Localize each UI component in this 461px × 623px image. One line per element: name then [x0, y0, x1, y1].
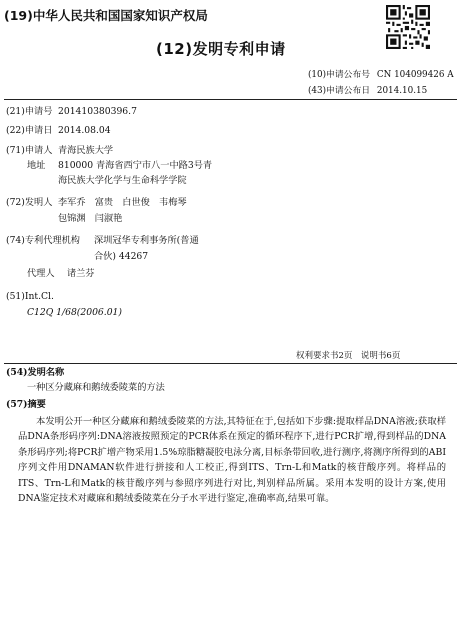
office-name: (19)中华人民共和国国家知识产权局: [4, 8, 208, 23]
invention-title-label: (54)发明名称: [6, 367, 65, 378]
application-date-value: 2014.08.04: [58, 125, 111, 136]
inventors-label: (72)发明人: [6, 197, 53, 208]
invention-title: 一种区分藏麻和鹅绒委陵菜的方法: [27, 382, 165, 393]
abstract-label: (57)摘要: [6, 399, 46, 410]
application-number: [6, 105, 137, 119]
patent-agency-line-1: 深圳冠华专利事务所(普通: [94, 235, 199, 246]
inventors-line-2: 包锦渊 闫淑艳: [58, 213, 123, 224]
inventors-line-1: 李军乔 富贵 白世俊 韦梅琴: [58, 197, 187, 208]
publication-number-label: (10)申请公布号: [308, 70, 371, 80]
address-line-2: 海民族大学化学与生命科学学院: [58, 175, 187, 186]
inventors: [6, 196, 187, 210]
patent-agency-label: (74)专利代理机构: [6, 235, 80, 246]
address-label: 地址: [27, 160, 46, 171]
intl-classification-label: (51)Int.Cl.: [6, 291, 54, 302]
abstract-text: 本发明公开一种区分藏麻和鹅绒委陵菜的方法,其特征在于,包括如下步骤:提取样品DNA溶液;获取样品DNA条形码序列:DNA溶液按照预定的PCR体系在预定的循环程序下,进行PCR扩增,得到样品的DNA条形码序列;将PCR扩增产物采用1.5%琼脂糖凝胶电泳分离,目标条带回收,进行测序,将测序所得到的ABI序列文件用DNAMAN软件进行拼接和人工校正,得到ITS、Trn-L和Matk的核苷酸序列。将样品的ITS、Trn-L和Matk的核苷酸序列与参照序列进行对比,判别样品所属。采用本发明的设计方案,使用DNA鉴定技术对藏麻和鹅绒委陵菜在分子水平进行鉴定,准确率高,结果可靠。: [18, 416, 446, 505]
publication-date-value: 2014.10.15: [376, 86, 428, 96]
publication-date: [308, 84, 427, 98]
qr-code-icon: [386, 5, 430, 49]
application-date-label: (22)申请日: [6, 125, 53, 136]
application-number-label: (21)申请号: [6, 106, 53, 117]
agent-value: 诸兰芬: [67, 268, 95, 279]
application-date: [6, 124, 111, 138]
intl-classification-value: C12Q 1/68(2006.01): [27, 307, 122, 318]
applicant: [6, 144, 113, 158]
abstract-divider: [4, 363, 457, 364]
publication-number-value: CN 104099426 A: [376, 70, 454, 80]
patent-agency: [6, 234, 199, 248]
header-divider: [4, 99, 457, 100]
document-type: (12)发明专利申请: [156, 40, 286, 58]
agent: [27, 267, 95, 281]
application-number-value: 201410380396.7: [58, 106, 137, 117]
patent-agency-line-2: 合伙) 44267: [94, 251, 149, 262]
agent-label: 代理人: [27, 268, 55, 279]
address: [27, 159, 212, 173]
address-line-1: 810000 青海省西宁市八一中路3号青: [58, 160, 213, 171]
applicant-value: 青海民族大学: [58, 145, 114, 156]
publication-number: [308, 68, 454, 82]
publication-date-label: (43)申请公布日: [308, 86, 371, 96]
page-counts: 权利要求书2页 说明书6页: [296, 351, 401, 361]
applicant-label: (71)申请人: [6, 145, 53, 156]
